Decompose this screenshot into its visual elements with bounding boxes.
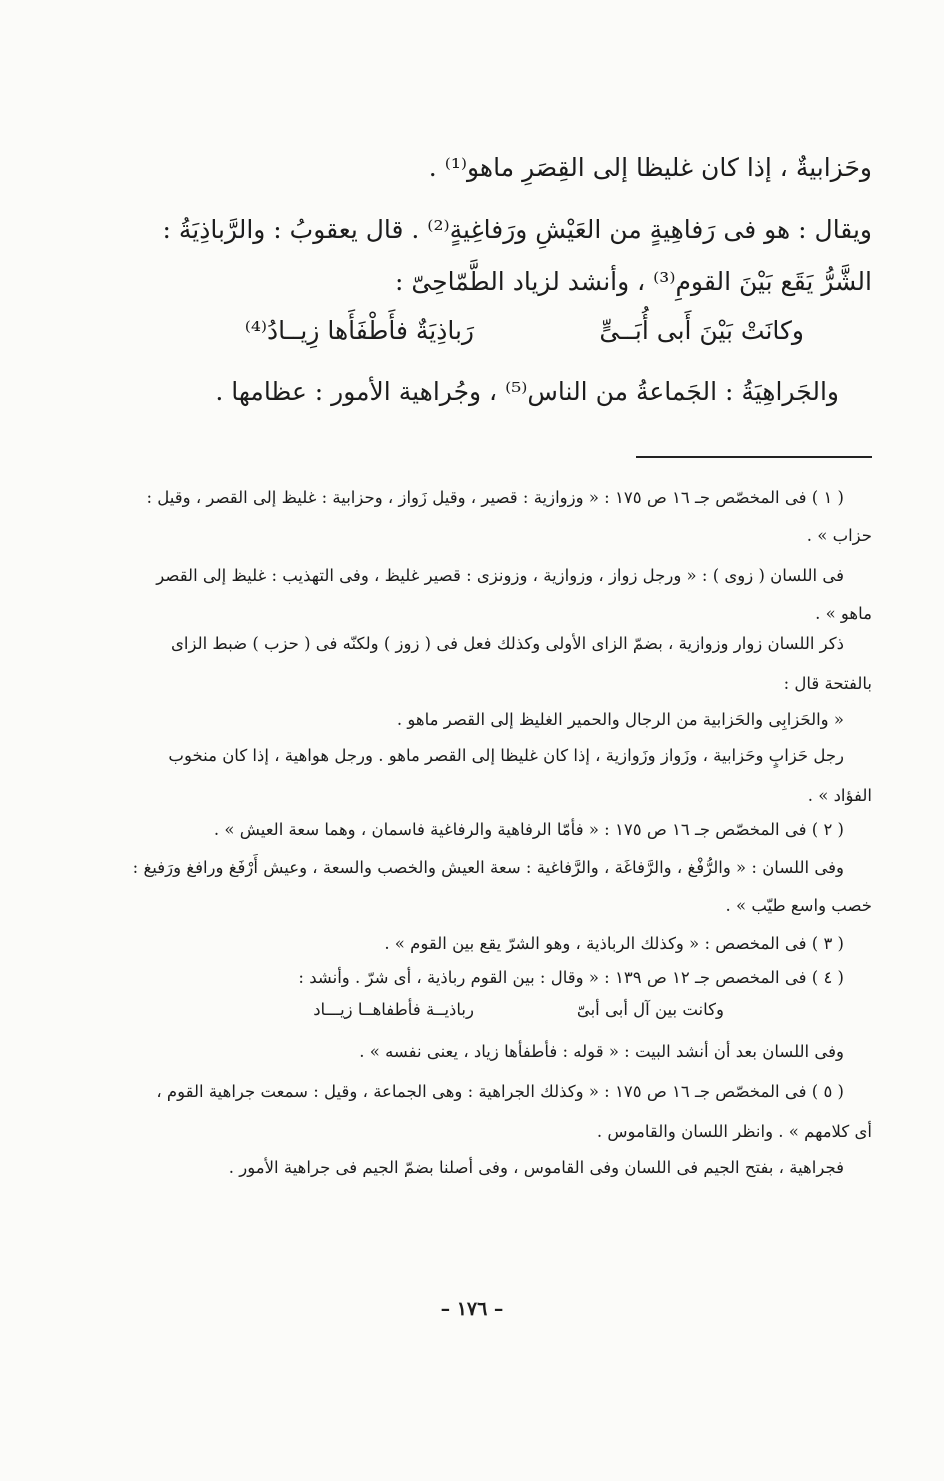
- footnote-1-line-a: ( ١ ) فى المخصّص جـ ١٦ ص ١٧٥ : « وزوازية : قصير ، وقيل زَواز ، وحزابية : غليظ إلى القصر ، وقيل :: [146, 488, 844, 507]
- page-number: – ١٧٦ –: [440, 1298, 504, 1320]
- main-line-1: وحَزابيةٌ ، إذا كان غليظا إلى القِصَرِ ماهو⁽¹⁾ .: [428, 153, 872, 182]
- footnote-5-line-a: ( ٥ ) فى المخصّص جـ ١٦ ص ١٧٥ : « وكذلك الجراهية : وهى الجماعة ، وقيل : سمعت جراهية القوم ،: [156, 1082, 844, 1101]
- main-line-3: الشَّرُّ يَقَع بَيْنَ القومِ⁽³⁾ ، وأنشد لزياد الطَّمّاحِىّ :: [394, 267, 872, 296]
- footnote-separator: [636, 456, 872, 458]
- verse-hemistich-left: رَباذِيَةٌ فأَطْفَأَها زِيــادُ⁽⁴⁾: [244, 316, 474, 345]
- footnote-1-line-f: بالفتحة قال :: [783, 674, 872, 693]
- footnote-1-line-d: ماهو » .: [815, 604, 872, 623]
- footnote-2-line-b: وفى اللسان : « والرُّفْغ ، والرَّفاغَة ، والرَّفاغية : سعة العيش والخصب والسعة ، وعيش أَرْفَغ ورافغ ورَفيغ :: [132, 858, 844, 877]
- footnote-1-line-c: فى اللسان ( زوى ) : « ورجل زواز ، وزوازية ، وزونزى : قصير غليظ ، وفى التهذيب : غليظ إلى القصر: [156, 566, 844, 585]
- footnote-1-line-i: الفؤاد » .: [807, 786, 872, 805]
- footnote-4-verse-right: وكانت بين آل أبى أبىّ: [576, 1000, 724, 1019]
- footnote-1-line-h: رجل حَزابٍ وحَزابية ، وزَواز وزَوازية ، إذا كان غليظا إلى القصر ماهو . ورجل هواهية ، إذا كان منخوب: [168, 746, 844, 765]
- main-line-5: والجَراهِيَةُ : الجَماعةُ من الناس⁽⁵⁾ ، وجُراهية الأمور : عظامها .: [215, 377, 839, 406]
- verse-hemistich-right: وكانَتْ بَيْنَ أَبى أُبَــىٍّ: [599, 316, 804, 345]
- footnote-4-line-b: وفى اللسان بعد أن أنشد البيت : « قوله : فأطفأها زياد ، يعنى نفسه » .: [359, 1042, 844, 1061]
- footnote-5-line-b: أى كلامهم » . وانظر اللسان والقاموس .: [596, 1122, 872, 1141]
- main-line-2: ويقال : هو فى رَفاهِيةٍ من العَيْشِ ورَفاغِيةٍ⁽²⁾ . قال يعقوبُ : والرَّباذِيَةُ :: [162, 215, 872, 244]
- footnote-5-line-c: فجراهية ، بفتح الجيم فى اللسان وفى القاموس ، وفى أصلنا بضمّ الجيم فى جراهية الأمور .: [228, 1158, 844, 1177]
- footnote-4-verse-left: رباذيــة فأطفاهــا زيـــاد: [313, 1000, 474, 1019]
- footnote-4-line-a: ( ٤ ) فى المخصص جـ ١٢ ص ١٣٩ : « وقال : بين القوم رباذية ، أى شرّ . وأنشد :: [298, 968, 844, 987]
- footnote-1-line-b: حزاب » .: [806, 526, 872, 545]
- footnote-2-line-a: ( ٢ ) فى المخصّص جـ ١٦ ص ١٧٥ : « فأمّا الرفاهية والرفاغية فاسمان ، وهما سعة العيش » .: [213, 820, 844, 839]
- footnote-1-line-g: « والحَزابِى والحَزابية من الرجال والحمير الغليظ إلى القصر ماهو .: [396, 710, 844, 729]
- footnote-3: ( ٣ ) فى المخصص : « وكذلك الرباذية ، وهو الشرّ يقع بين القوم » .: [384, 934, 844, 953]
- footnote-2-line-c: خصب واسع طيّب » .: [725, 896, 872, 915]
- footnote-1-line-e: ذكر اللسان زوار وزوازية ، بضمّ الزاى الأولى وكذلك فعل فى ( زوز ) ولكنّه فى ( حزب ) ضبط الزاى: [170, 634, 844, 653]
